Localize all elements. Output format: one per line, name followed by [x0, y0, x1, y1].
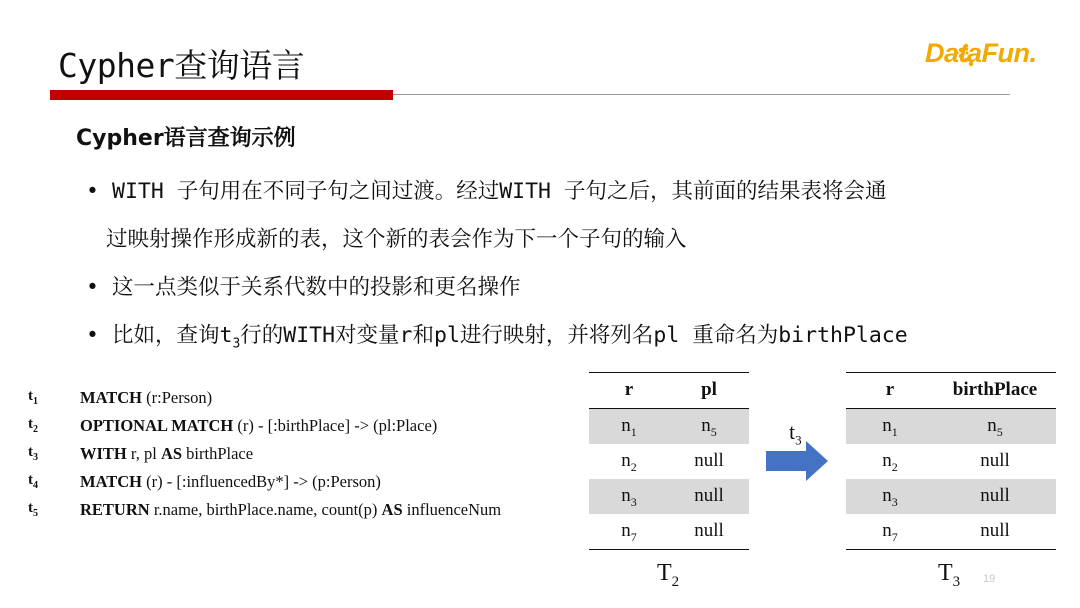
line-label: $t_4$: [28, 472, 38, 491]
section-subtitle: Cypher语言查询示例: [76, 126, 296, 151]
arrow-label: $t_3$: [789, 419, 802, 448]
bullet-item: [82, 264, 1067, 312]
line-label: $t_3$: [28, 444, 38, 463]
bullet-dot-icon: •: [86, 179, 99, 204]
bullet-list: [82, 168, 1067, 368]
column-header: r: [885, 379, 895, 400]
table-row: $n_3$ null: [846, 479, 1056, 514]
right-arrow-icon: [766, 441, 830, 481]
table-caption-t2: $T_2$: [657, 560, 680, 590]
table-row: $n_1$ $n_5$: [846, 409, 1056, 444]
bullet-dot-icon: •: [86, 323, 99, 348]
table-row: $n_2$ null: [621, 450, 724, 474]
column-header: birthPlace: [952, 379, 1038, 400]
title-accent-bar: [50, 90, 393, 100]
table-header: [846, 372, 1056, 409]
bullet-text: 比如，查询$t_3$行的WITH对变量r和pl进行映射，并将列名pl 重命名为birthPlace: [112, 323, 908, 352]
slide-title: Cypher查询语言: [58, 46, 305, 85]
bullet-dot-icon: •: [86, 275, 99, 300]
table-row: $n_7$ null: [589, 514, 749, 550]
bullet-item: [82, 312, 1067, 368]
table-row: $n_7$ null: [846, 514, 1056, 550]
title-divider: [393, 94, 1010, 95]
table-row: $n_1$ $n_5$: [589, 409, 749, 444]
bullet-item: [82, 168, 1067, 216]
bullet-text: 这一点类似于关系代数中的投影和更名操作: [112, 275, 521, 300]
line-label: $t_2$: [28, 416, 38, 435]
column-header: pl: [701, 379, 717, 400]
line-label: $t_1$: [28, 388, 38, 407]
column-header: r: [624, 379, 634, 400]
table-row: $n_3$ null: [589, 479, 749, 514]
table-header: [589, 372, 749, 409]
table-caption-t3: $T_3$: [938, 560, 961, 590]
bullet-text-continuation: 过映射操作形成新的表，这个新的表会作为下一个子句的输入: [106, 227, 687, 252]
page-number: 19: [983, 573, 996, 585]
bullet-text: WITH 子句用在不同子句之间过渡。经过WITH 子句之后，其前面的结果表将会通: [112, 179, 887, 204]
table-t2: [589, 372, 749, 550]
table-t3: [846, 372, 1056, 550]
line-label: $t_5$: [28, 500, 38, 519]
table-row: $n_2$ null: [882, 450, 1010, 474]
logo-text: DataFun.: [925, 38, 1037, 68]
